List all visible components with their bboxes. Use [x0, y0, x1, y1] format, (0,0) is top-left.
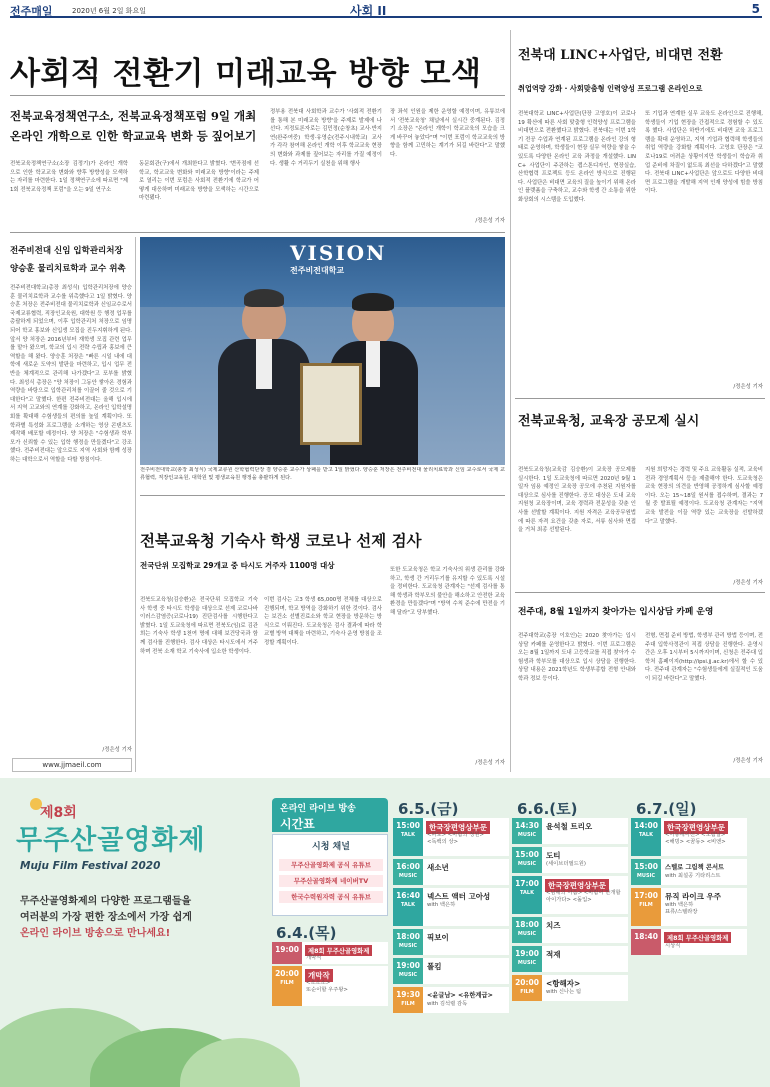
- photo-caption: 전주비전대학교(총장 최성식) 국제교류원 산학협력단장 겸 양승훈 교수가 상패를 받고 1일 밝혔다. 양승훈 처장은 전주비전대 물리치료학과 신임 교수로서 국제 교류협력, 직장인교육원, 대학원 및 평생교육원 행정을 총괄하게 된다.: [140, 467, 505, 481]
- divider: [515, 592, 765, 593]
- cafe-body-col1: 전주대학교(총장 이호인)는 2020 찾아가는 입시상담 카페를 운영한다고 밝혔다. 이번 프로그램은 오는 8월 1일까지 도내 고등학교를 직접 찾아가 수험생과 학부모를 대상으로 입시 상담을 진행한다. 상담 내용은 2021학년도 학생부종합 전형 안내와 학과 정보 등이다.: [518, 633, 636, 682]
- slot-desc: with 백은하 표류/스텔라장: [665, 902, 698, 915]
- main-headline: 사회적 전환기 미래교육 방향 모색: [10, 56, 482, 92]
- slot-title: 스텔로 그림책 콘서트: [665, 864, 725, 871]
- slot-time: 19:00 MUSIC: [393, 958, 423, 984]
- schedule-slot[interactable]: [512, 975, 628, 1001]
- schedule-slot[interactable]: [393, 888, 509, 926]
- slot-title: <윤글남> <유한계급>: [427, 992, 493, 999]
- slot-title: 도티: [546, 851, 561, 860]
- divider: [140, 495, 505, 496]
- schedule-slot[interactable]: [512, 876, 628, 914]
- channel-title: 시청 채널: [312, 842, 350, 852]
- channel-item[interactable]: 한국수력원자력 공식 유튜브: [279, 891, 383, 903]
- main-body-col2: 동문회관(구)에서 개최한다고 밝혔다. '변곡점에 선 학교, 학교교육 변화와 미래교육 방향'이라는 주제로 열리는 이번 포럼은 사회적 전환기에 학교가 어떻게 대응하며 미래교육 방향을 모색하는 시간으로 마련됐다.: [139, 161, 259, 202]
- paper-date: 2020년 6월 2일 화요일: [72, 7, 146, 15]
- page-number: 5: [751, 2, 760, 16]
- divider: [10, 232, 505, 233]
- slot-title: 폴킴: [427, 962, 442, 971]
- schedule-slot[interactable]: [631, 929, 747, 955]
- slot-desc: (세이브더필드원): [546, 861, 586, 867]
- festival-desc3: 온라인 라이브 방송으로 만나세요!: [20, 928, 171, 939]
- slot-time: 18:00 MUSIC: [393, 929, 423, 955]
- news-photo: [140, 237, 505, 465]
- slot-desc: 개막식: [306, 955, 322, 961]
- vision-headline: 전주비전대 신임 입학관리처장: [10, 246, 123, 256]
- covid-body-col3: 또한 도교육청은 학교 기숙사의 위생 관리를 강화하고, 학생 간 거리두기를 유지할 수 있도록 시설을 정비한다. 도교육청 관계자는 "선제 검사를 통해 학생과 학부모의 불안을 해소하고 안전한 교육 환경을 만들겠다"며 "방역 수칙 준수에 만전을 기해 달라"고 당부했다.: [390, 567, 505, 616]
- slot-title: 한국장편영상부문: [664, 821, 728, 834]
- banner-text: VISION: [290, 241, 387, 265]
- page-header: [10, 2, 762, 18]
- slot-desc: <소소소> 또순이할 우주왕>: [306, 980, 348, 993]
- covid-body-col2: 이번 검사는 고3 학생 65,000명 전체를 대상으로 진행되며, 학교 방역을 강화하기 위한 것이다. 검사는 보건소 선별진료소와 학교 현장을 방문하는 방식으로 이뤄진다. 도교육청은 검사 결과에 따라 학교별 방역 대책을 마련하고, 기숙사 운영 방침을 조정할 계획이다.: [264, 597, 382, 646]
- festival-desc2: 여러분의 가장 편한 장소에서 가장 쉽게: [20, 912, 192, 923]
- slot-time: 17:00 FILM: [631, 888, 661, 926]
- slot-title: 새소년: [427, 863, 449, 872]
- schedule-slot[interactable]: [631, 818, 747, 856]
- slot-time: 15:00 MUSIC: [512, 847, 542, 873]
- covid-headline: 전북교육청 기숙사 학생 코로나 선제 검사: [140, 531, 422, 550]
- slot-title: 윤석철 트리오: [546, 822, 593, 831]
- person-hair-right: [352, 293, 394, 311]
- slot-desc: 시상식: [665, 943, 681, 949]
- slot-title: 픽보이: [427, 933, 449, 942]
- vision-reporter: /정은성 기자: [102, 747, 132, 753]
- schedule-slot[interactable]: [272, 942, 388, 964]
- slot-desc: with 신나는 팀: [546, 989, 582, 995]
- slot-time: 15:00 TALK: [393, 818, 423, 856]
- festival-title-en: Muju Film Festival 2020: [20, 860, 161, 872]
- plaque: [300, 363, 362, 445]
- channel-item[interactable]: 무주산골영화제 공식 유튜브: [279, 859, 383, 871]
- schedule-slot[interactable]: [631, 859, 747, 885]
- schedule-slot[interactable]: [512, 818, 628, 844]
- slot-time: 19:00 MUSIC: [512, 946, 542, 972]
- slot-desc: with 최설공 기타리스트: [665, 873, 721, 879]
- linc-body-col2: 또 기업과 연계한 실무 교육도 온라인으로 진행해, 학생들이 기업 현장을 간접적으로 경험할 수 있도록 했다. 사업단은 하반기에도 비대면 교육 프로그램을 확대 운영하고, 지역 기업과 협력해 학생들의 취업 역량을 강화할 계획이다. 고영호 단장은 "코로나19로 어려운 상황이지만 학생들이 학습과 취업 준비에 차질이 없도록 최선을 다하겠다"고 말했다. 전북대 LINC+사업단은 앞으로도 다양한 비대면 프로그램을 개발해 지역 인재 양성에 힘쓸 방침이다.: [645, 111, 763, 195]
- linc-body-col1: 전북대학교 LINC+사업단(단장 고영호)이 코로나19 확산에 따른 사회 맞춤형 인력양성 프로그램을 비대면으로 전환했다고 밝혔다. 전북대는 이번 1학기 전공 수업과 연계된 프로그램을 온라인 강의 형태로 운영하며, 학생들이 현장 실무 역량을 쌓을 수 있도록 다양한 온라인 교육 과정을 개설했다. LINC+ 사업단이 주관하는 캡스톤디자인, 현장실습, 산학협력 프로젝트 등도 온라인 방식으로 진행된다. 사업단은 비대면 교육의 질을 높이기 위해 온라인 플랫폼을 구축하고, 교수와 학생 간 소통을 위한 화상회의 시스템을 도입했다.: [518, 111, 636, 203]
- slot-time: 16:00 MUSIC: [393, 859, 423, 885]
- festival-ad: [0, 778, 770, 1087]
- slot-title: 적재: [546, 950, 561, 959]
- schedule-slot[interactable]: [393, 929, 509, 955]
- panel-sub: 시간표: [280, 817, 315, 831]
- slot-time: 17:00 TALK: [512, 876, 542, 914]
- slot-title: 제8회 무주산골영화제: [664, 932, 731, 943]
- schedule-slot[interactable]: [512, 917, 628, 943]
- slot-title: 넥스트 액터 고아성: [427, 892, 491, 901]
- schedule-slot[interactable]: [393, 958, 509, 984]
- main-body-col4: 장 좌석 인원을 제한 운영할 예정이며, 유튜브에서 '전북교육청' 채널에서 실시간 중계된다. 김정기 소장은 "온라인 개학이 학교교육의 모습을 크게 바꾸어 놓았다"며 "이번 포럼이 학교교육의 방향을 함께 고민하는 계기가 되길 바란다"고 말했다.: [390, 109, 505, 158]
- main-sub1: 전북교육정책연구소, 전북교육정책포럼 9일 개최: [10, 109, 257, 123]
- cafe-reporter: /정은성 기자: [733, 758, 763, 764]
- slot-title: 제8회 무주산골영화제: [305, 945, 372, 956]
- slot-title: <항해자>: [546, 979, 581, 988]
- slot-title: 치즈: [546, 921, 561, 930]
- main-body-col3: 정부용 전북대 사회학과 교수가 '사회적 전환기를 통해 본 미래교육 방향'을 주제로 발제에 나선다. 지정토론자로는 김민정(순창초) 교사·반지연(완주여중) 학생·유영순(전주시내학교) 교사가 각각 참여해 온라인 개학 이후 학교교육 현장의 변화와 과제를 짚어보는 자리를 가질 예정이다. 생활 수 거리두기 실천을 위해 행사: [270, 109, 382, 167]
- channel-item[interactable]: 무주산골영화제 네이버TV: [279, 875, 383, 887]
- schedule-slot[interactable]: [512, 946, 628, 972]
- schedule-panel-header: [272, 798, 388, 832]
- contest-body-col1: 전북도교육청(교육감 김승환)이 교육장 공모제를 실시한다. 1일 도교육청에 따르면 2020년 9월 1일자 임용 예정인 교육장 공모에 추천된 지원자를 대상으로 심사를 진행한다. 공모 대상은 도내 교육지원청 교육장이며, 교육 경력과 전문성을 갖춘 인사를 선발할 계획이다. 지원 자격은 교육공무원법에 따른 자격 요건을 갖춘 자로, 서류 심사와 면접을 거쳐 최종 선발된다.: [518, 467, 636, 534]
- covid-reporter: /정은성 기자: [475, 760, 505, 766]
- divider: [515, 398, 765, 399]
- schedule-slot[interactable]: [393, 987, 509, 1013]
- person-hair-left: [244, 289, 284, 307]
- slot-time: 19:30 FILM: [393, 987, 423, 1013]
- day-label: 6.5.(금): [398, 800, 459, 818]
- slot-desc: with 백은하: [427, 902, 456, 908]
- cafe-body-col2: 전형, 면접 준비 방법, 학생부 관리 방법 등이며, 전주대 입학사정관이 직접 상담을 진행한다. 운영시간은 오후 1시부터 5시까지이며, 신청은 전주대 입학처 홈페이지(http://ipsi.jj.ac.kr)에서 할 수 있다. 전주대 관계자는 "수험생들에게 실질적인 도움이 되길 바란다"고 말했다.: [645, 633, 763, 682]
- cafe-headline: 전주대, 8월 1일까지 찾아가는 입시상담 카페 운영: [518, 607, 714, 617]
- vision-body: 전주비전대학교(총장 최성식) 입학관리처장에 양승훈 물리치료학과 교수를 위촉했다고 1일 밝혔다. 양승훈 처장은 전주비전대 물리치료학과 신임교수로서 국제교류협력, 직장인교육원, 대학원 등 행정 업무를 총괄하게 되었으며, 이후 입학관리처 처장으로 임명되어 학교 홍보와 신입생 모집을 진두지휘하게 된다. 앞서 양 처장은 2016년부터 재학생 모집 관련 업무를 맡아 왔으며, 학교의 입시 전략 수립과 홍보에 큰 역할을 해 왔다. 양승훈 처장은 "빠른 시일 내에 대학에 새로운 도약의 발판을 마련하고, 입시 업무 전반을 체계적으로 관리해 나가겠다"고 포부를 밝혔다. 최성식 총장은 "양 처장이 그동안 쌓아온 경험과 역량을 바탕으로 입학관리처를 이끌어 줄 것으로 기대한다"고 말했다. 한편 전주비전대는 올해 입시에서 지역 고교와의 연계를 강화하고, 온라인 입학설명회를 확대해 수험생들의 편의를 높일 계획이다. 또 학과별 특성화 프로그램을 소개하는 영상 콘텐츠도 제작해 배포할 예정이다. 양 처장은 "수험생과 학부모가 신뢰할 수 있는 입학 행정을 만들겠다"고 강조했다. 전주비전대는 앞으로도 지역 사회와 함께 성장하는 대학으로서 역할을 다할 방침이다.: [10, 285, 132, 463]
- panel-title: 온라인 라이브 방송: [280, 804, 356, 814]
- linc-reporter: /정은성 기자: [733, 384, 763, 390]
- column-divider: [135, 237, 136, 772]
- slot-time: 18:00 MUSIC: [512, 917, 542, 943]
- divider: [10, 95, 505, 96]
- channel-box: [272, 834, 388, 916]
- main-reporter: /정은성 기자: [475, 218, 505, 224]
- slot-time: 18:40: [631, 929, 661, 955]
- covid-sub: 전국단위 모집학교 29개교 중 타시도 거주자 1100명 대상: [140, 561, 335, 570]
- slot-title: 개막작: [305, 969, 333, 982]
- schedule-slot[interactable]: [393, 859, 509, 885]
- site-url[interactable]: www.jjmaeil.com: [12, 758, 132, 772]
- person-shirt-right: [366, 341, 380, 387]
- slot-time: 15:00 MUSIC: [631, 859, 661, 885]
- contest-headline: 전북교육청, 교육장 공모제 실시: [518, 414, 700, 429]
- linc-headline: 전북대 LINC+사업단, 비대면 전환: [518, 48, 723, 63]
- slot-title: 뮤직 라이크 우주: [665, 892, 721, 901]
- festival-title: 무주산골영화제: [16, 825, 206, 856]
- slot-time: 19:00: [272, 942, 302, 964]
- slot-time: 14:30 MUSIC: [512, 818, 542, 844]
- schedule-slot[interactable]: [272, 966, 388, 1006]
- festival-edition: 제8회: [40, 805, 77, 821]
- day-label: 6.7.(일): [636, 800, 697, 818]
- slot-desc: with 김석렬 감독: [427, 1001, 468, 1007]
- vision-sub: 양승훈 물리치료학과 교수 위촉: [10, 264, 126, 274]
- day-label: 6.4.(목): [276, 924, 337, 942]
- slot-time: 16:40 TALK: [393, 888, 423, 926]
- paper-name: 전주매일: [10, 5, 53, 18]
- person-shirt-left: [256, 339, 272, 389]
- section-name: 사회 II: [350, 4, 387, 18]
- slot-time: 20:00 FILM: [272, 966, 302, 1006]
- day-label: 6.6.(토): [517, 800, 578, 818]
- contest-reporter: /정은성 기자: [733, 580, 763, 586]
- contest-body-col2: 지원 희망자는 경력 및 주요 교육활동 실적, 교육비전과 경영계획서 등을 제출해야 한다. 도교육청은 교육 현장의 의견을 반영해 공정하게 심사할 예정이다. 오는 15~18일 원서를 접수하며, 결과는 7월 중 발표될 예정이다. 도교육청 관계자는 "지역 교육 발전을 이끌 역량 있는 교육장을 선발하겠다"고 말했다.: [645, 467, 763, 525]
- schedule-slot[interactable]: [512, 847, 628, 873]
- slot-title: 한국장편영상부문: [426, 821, 490, 834]
- schedule-slot[interactable]: [631, 888, 747, 926]
- slot-time: 14:00 TALK: [631, 818, 661, 856]
- column-divider: [510, 30, 511, 772]
- linc-sub: 취업역량 강화 · 사회맞춤형 인력양성 프로그램 온라인으로: [518, 84, 703, 93]
- schedule-slot[interactable]: [393, 818, 509, 856]
- slot-desc: <남해의 아픔> <바람이 만개할 아이가다> <돌입>: [546, 890, 621, 903]
- banner-sub: 전주비전대학교: [290, 266, 345, 275]
- slot-title: 한국장편영상부문: [545, 879, 609, 892]
- main-sub2: 온라인 개학으로 인한 학교교육 변화 등 짚어보기: [10, 129, 257, 143]
- slot-desc: <파도> <바람의 정원> <독백의 상>: [427, 832, 484, 845]
- slot-time: 20:00 FILM: [512, 975, 542, 1001]
- slot-desc: <아동세이션> <오람날> <해빙> <꿈동> <비엔>: [665, 832, 726, 845]
- festival-desc1: 무주산골영화제의 다양한 프로그램들을: [20, 896, 192, 907]
- main-body-col1: 전북교육정책연구소(소장 김정기)가 온라인 개학으로 인한 학교교육 변화와 향후 방향성을 모색하는 자리를 마련한다. 1일 정책연구소에 따르면 "제1회 전북교육정책 포럼"을 오는 9일 연구소: [10, 161, 128, 193]
- covid-body-col1: 전북도교육청(김승환)은 전국단위 모집학교 기숙사 학생 중 타시도 학생을 대상으로 선제 코로나바이러스감염증(코로나19) 진단검사를 시행한다고 밝혔다. 1일 도교육청에 따르면 전북도(임)로 김관희는 기숙사 학생 1천여 명에 대해 보건당국과 함께 검사를 진행한다. 검사 대상은 타시도에서 거주하며 전북 소재 학교 기숙사에 입소한 학생이다.: [140, 597, 258, 655]
